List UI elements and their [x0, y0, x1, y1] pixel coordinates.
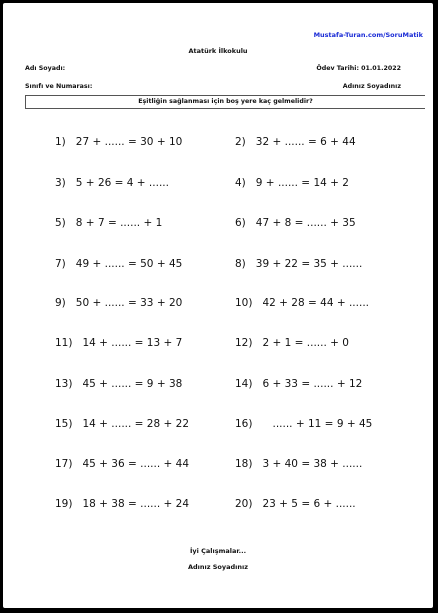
signature-text: Adınız Soyadınız — [187, 563, 249, 571]
teacher-name: Adınız Soyadınız — [342, 83, 401, 90]
website-link[interactable]: Mustafa-Turan.com/SoruMatik — [313, 31, 423, 39]
question-15: 15) 14 + ...... = 28 + 22 — [55, 418, 189, 430]
date-label: Ödev Tarihi: 01.01.2022 — [316, 65, 401, 72]
worksheet-page — [3, 3, 433, 608]
question-9: 9) 50 + ...... = 33 + 20 — [55, 297, 183, 309]
info-row-1 — [25, 65, 423, 72]
question-5: 5) 8 + 7 = ...... + 1 — [55, 217, 163, 229]
closing-text: İyi Çalışmalar... — [189, 547, 247, 555]
instruction-text: Eşitliğin sağlanması için boş yere kaç gelmelidir? — [138, 98, 313, 105]
question-13: 13) 45 + ...... = 9 + 38 — [55, 378, 183, 390]
question-6: 6) 47 + 8 = ...... + 35 — [235, 217, 356, 229]
question-16: 16) ...... + 11 = 9 + 45 — [235, 418, 373, 430]
question-20: 20) 23 + 5 = 6 + ...... — [235, 498, 356, 510]
question-7: 7) 49 + ...... = 50 + 45 — [55, 258, 183, 270]
question-11: 11) 14 + ...... = 13 + 7 — [55, 337, 183, 349]
question-18: 18) 3 + 40 = 38 + ...... — [235, 458, 363, 470]
question-19: 19) 18 + 38 = ...... + 24 — [55, 498, 189, 510]
question-14: 14) 6 + 33 = ...... + 12 — [235, 378, 363, 390]
question-10: 10) 42 + 28 = 44 + ...... — [235, 297, 369, 309]
question-12: 12) 2 + 1 = ...... + 0 — [235, 337, 349, 349]
instruction-box — [25, 95, 425, 109]
question-2: 2) 32 + ...... = 6 + 44 — [235, 136, 356, 148]
question-3: 3) 5 + 26 = 4 + ...... — [55, 177, 169, 189]
info-row-2 — [25, 83, 423, 90]
question-1: 1) 27 + ...... = 30 + 10 — [55, 136, 183, 148]
name-label: Adı Soyadı: — [25, 65, 66, 72]
question-4: 4) 9 + ...... = 14 + 2 — [235, 177, 349, 189]
question-17: 17) 45 + 36 = ...... + 44 — [55, 458, 189, 470]
class-label: Sınıfı ve Numarası: — [25, 83, 93, 90]
school-name: Atatürk İlkokulu — [188, 47, 248, 55]
question-8: 8) 39 + 22 = 35 + ...... — [235, 258, 363, 270]
